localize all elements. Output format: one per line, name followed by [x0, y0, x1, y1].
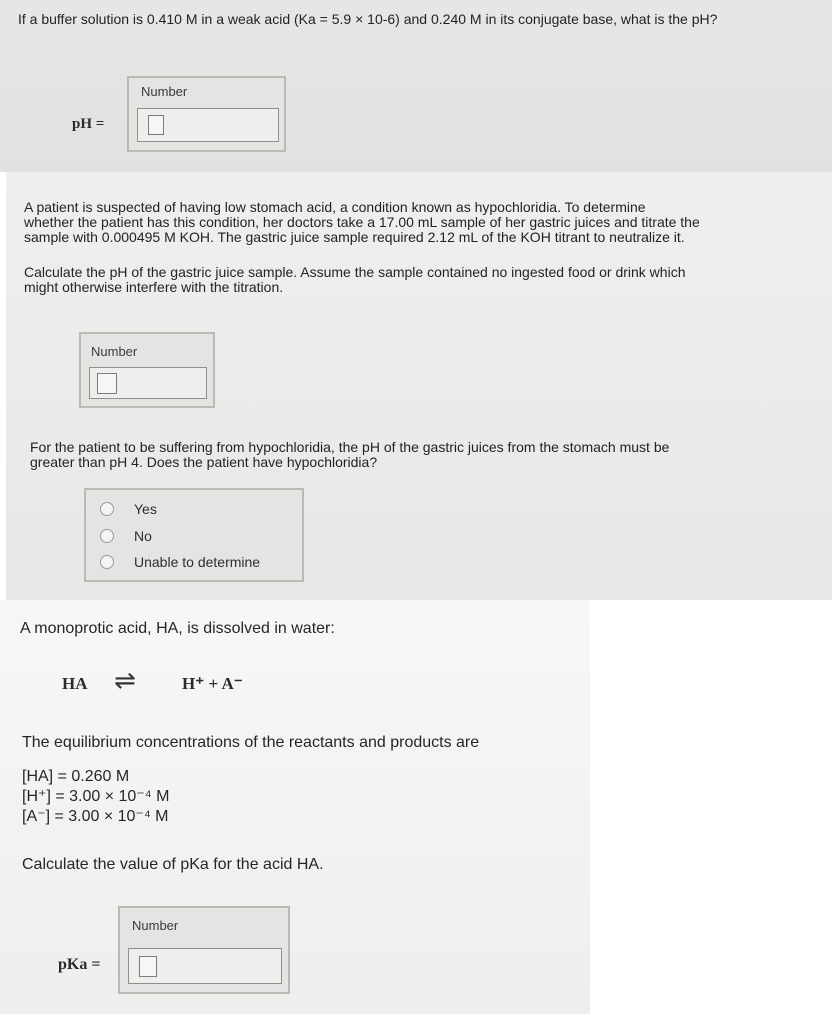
- number-label: Number: [91, 344, 138, 359]
- concentration-ha: [HA] = 0.260 M: [22, 768, 130, 785]
- input-cursor-box: [148, 115, 164, 135]
- number-label: Number: [141, 84, 188, 99]
- pka-input[interactable]: [128, 948, 282, 984]
- paragraph-line: might otherwise interfere with the titration.: [24, 279, 284, 295]
- pka-field-label: pKa =: [58, 956, 101, 973]
- concentration-h: [H⁺] = 3.00 × 10⁻⁴ M: [22, 788, 170, 805]
- paragraph-line: Calculate the pH of the gastric juice sample. Assume the sample contained no ingested food or drink which: [24, 264, 686, 280]
- input-cursor-box: [139, 956, 157, 977]
- ph-field-label: pH =: [72, 116, 105, 132]
- question-buffer-ph: [0, 0, 832, 172]
- equation-reactant: HA: [62, 674, 88, 693]
- ph-input[interactable]: [137, 108, 279, 142]
- question-pka: [0, 600, 590, 1014]
- equilibrium-text: The equilibrium concentrations of the reactants and products are: [22, 734, 480, 751]
- question-gastric-juice: [6, 172, 832, 600]
- answer-box: [127, 76, 286, 152]
- equilibrium-arrow-icon: ⇌: [114, 666, 136, 696]
- gastric-ph-input[interactable]: [89, 367, 207, 399]
- answer-box: [79, 332, 215, 408]
- question-text: If a buffer solution is 0.410 M in a weak acid (Ka = 5.9 × 10-6) and 0.240 M in its conjugate base, what is the pH?: [18, 11, 718, 27]
- radio-group: Yes No Unable to determine: [84, 488, 304, 582]
- radio-button[interactable]: [100, 502, 114, 516]
- paragraph-line: greater than pH 4. Does the patient have hypochloridia?: [30, 454, 378, 470]
- paragraph-line: A patient is suspected of having low stomach acid, a condition known as hypochloridia. To determine: [24, 199, 646, 215]
- calculate-text: Calculate the value of pKa for the acid HA.: [22, 856, 324, 873]
- paragraph-line: sample with 0.000495 M KOH. The gastric juice sample required 2.12 mL of the KOH titrant to neutralize it.: [24, 229, 685, 245]
- input-cursor-box: [97, 373, 117, 394]
- radio-button[interactable]: [100, 529, 114, 543]
- answer-box: [118, 906, 290, 994]
- number-label: Number: [132, 918, 179, 933]
- paragraph-line: For the patient to be suffering from hypochloridia, the pH of the gastric juices from the stomach must be: [30, 439, 670, 455]
- equation-products: H⁺ + A⁻: [182, 674, 243, 693]
- concentration-a: [A⁻] = 3.00 × 10⁻⁴ M: [22, 808, 169, 825]
- intro-text: A monoprotic acid, HA, is dissolved in water:: [20, 620, 335, 637]
- radio-button[interactable]: [100, 555, 114, 569]
- paragraph-line: whether the patient has this condition, her doctors take a 17.00 mL sample of her gastric juices and titrate the: [24, 214, 700, 230]
